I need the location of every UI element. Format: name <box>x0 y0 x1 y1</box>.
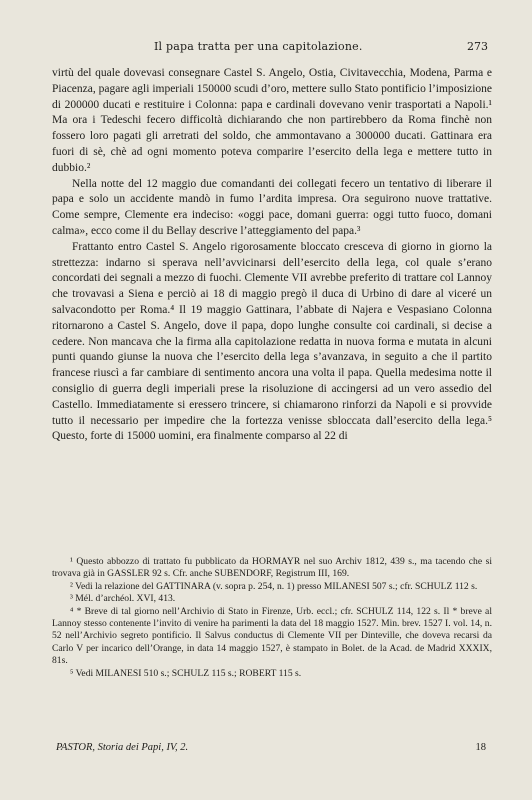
footnote: ² Vedi la relazione del GATTINARA (v. sopra p. 254, n. 1) presso MILANESI 507 s.; cfr. SCHULZ 112 s. <box>70 580 478 592</box>
signature-mark: 18 <box>475 742 486 753</box>
footnote: ¹ Questo abbozzo di trattato fu pubblicato da HORMAYR nel suo Archiv 1812, 439 s., ma tacendo che si trovava già in GASSLER 92 s. Cfr. anche SUBENDORF, Registrum III, 169. <box>52 556 492 580</box>
footnote: ³ Mél. d’archéol. XVI, 413. <box>70 593 176 605</box>
footnote: ⁴ * Breve di tal giorno nell’Archivio di Stato in Firenze, Urb. eccl.; cfr. SCHULZ 114, 122 s. Il * breve al Lannoy stesso contenente l’invito di venire ha parimenti la data del 18 maggio 1527. Min. brev. 1527 I. vol. 14, n. 52 nell’Archivio segreto pontificio. Il Salvus conductus di Clemente VII per Dinteville, che doveva recarsi da Carlo V per incarico dell’Orange, in data 14 maggio 1527, è stampato in Bolet. de la Acad. de Madrid XXXIX, 81s. <box>52 605 492 667</box>
paragraph: Nella notte del 12 maggio due comandanti dei collegati fecero un tentativo di liberare il papa e solo un accidente mandò in fumo l’ardita impresa. Ora seguirono nuove trattative. Come sempre, Clemente era indeciso: «oggi pace, domani guerra: oggi tutto fuoco, domani calma», ecco come il du Bellay descrive l’atteggiamento del papa.³ <box>52 177 492 237</box>
paragraph: virtù del quale dovevasi consegnare Castel S. Angelo, Ostia, Civitavecchia, Modena, Parma e Piacenza, pagare agli imperiali 150000 scudi d’oro, mettere sullo Stato pontificio l’imposizione di 200000 ducati e restituire i Colonna: papa e cardinali dovevano venir trasportati a Napoli.¹ Ma ora i Tedeschi fecero difficoltà dichiarando che non partirebbero da Roma finchè non fossero loro pagati gli arretrati del soldo, che ammontavano a 300000 ducati. Gattinara era fuori di sè, chè ad ogni momento poteva comparire l’esercito della lega e mettere tutto in dubbio.² <box>52 67 492 174</box>
body-text <box>52 66 492 445</box>
footnote: ⁵ Vedi MILANESI 510 s.; SCHULZ 115 s.; ROBERT 115 s. <box>70 667 302 679</box>
page-header <box>56 40 488 60</box>
footnotes <box>52 556 492 680</box>
paragraph: Frattanto entro Castel S. Angelo rigorosamente bloccato cresceva di giorno in giorno la strettezza: indarno si sperava nell’avvicinarsi dell’esercito della lega, col quale s’erano concordati dei segnali a mezzo di fuochi. Clemente VII avrebbe preferito di trattare col Lannoy che trovavasi a Siena e perciò ai 18 di maggio pregò il duca di Urbino di dare al viceré un salvacondotto per Roma.⁴ Il 19 maggio Gattinara, l’abbate di Najera e Vespasiano Colonna ritornarono a Castel S. Angelo, dove il papa, dopo lunghe consulte coi cardinali, si decise a cedere. Non mancava che la firma alla capitolazione redatta in nuova forma e mutata in alcuni punti quando giunse la nuova che l’esercito della lega s’avanzava, in seguito a che il partito francese riuscì a far cambiare di sentimento ancora una volta il papa. Quella medesima notte il consiglio di guerra degli imperiali prese la risoluzione di accingersi ad un vero assedio del Castello. Immediatamente si eressero trincere, si chiamarono rinforzi da Napoli e si provvide tutto il necessario per impedire che la fortezza venisse sbloccata dall’esercito della lega.⁵ Questo, forte di 15000 uomini, era finalmente comparso al 22 di <box>52 240 492 443</box>
signature-line <box>56 742 486 758</box>
page-number: 273 <box>467 40 488 53</box>
signature-title: PASTOR, Storia dei Papi, IV, 2. <box>56 742 189 753</box>
running-title: Il papa tratta per una capitolazione. <box>154 40 363 53</box>
